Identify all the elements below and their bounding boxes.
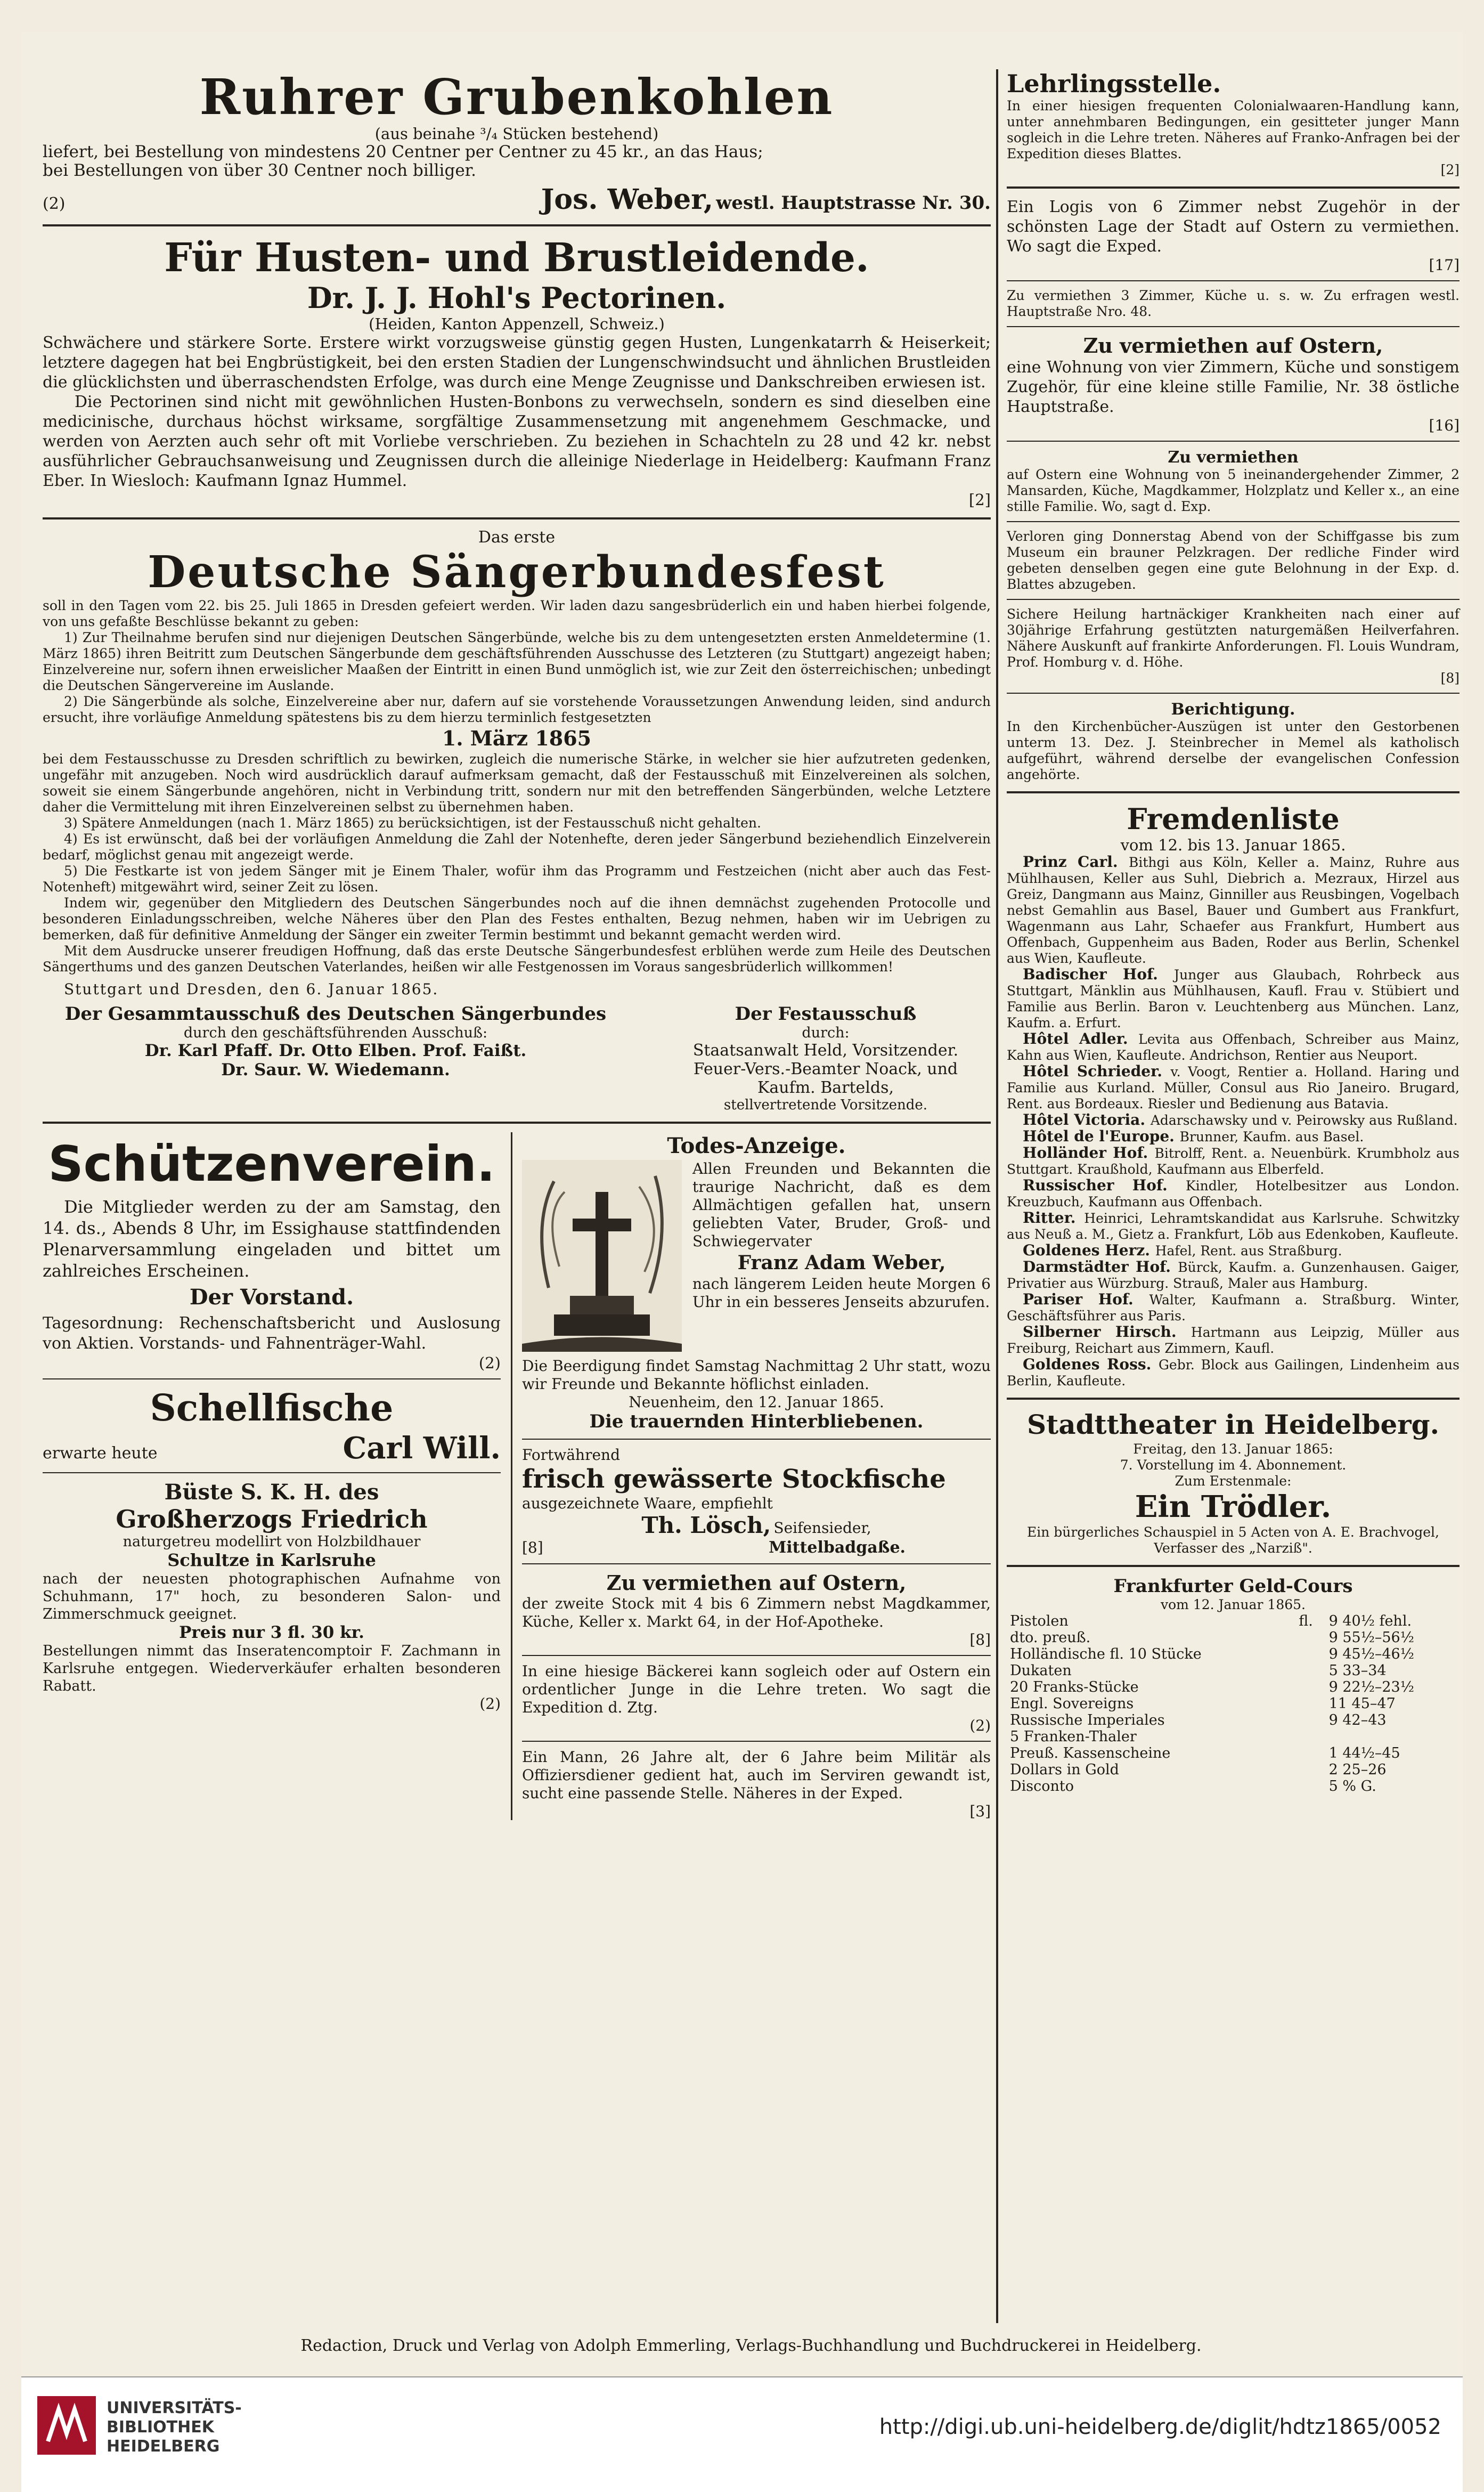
divider xyxy=(522,1655,991,1656)
fremdenliste-entry xyxy=(1007,1064,1459,1112)
ad-text: Ein Mann, 26 Jahre alt, der 6 Jahre beim Militär als Offiziersdiener gedient hat, auch im Serviren gewandt ist, sucht eine passende Stelle. Näheres in der Exped. xyxy=(522,1748,991,1802)
ad-signature: Der Vorstand. xyxy=(189,1285,354,1310)
ad-vermiethen-ostern xyxy=(1007,334,1459,434)
divider xyxy=(522,1741,991,1742)
lower-right-subcolumn xyxy=(522,1132,991,1820)
divider xyxy=(1007,280,1459,281)
ad-title: Für Husten- und Brustleidende. xyxy=(164,235,869,281)
fremdenliste-entry xyxy=(1007,1243,1459,1259)
currency-name: 20 Franks-Stücke xyxy=(1010,1679,1139,1695)
ad-text: Die Pectorinen sind nicht mit gewöhnlichen Husten-Bonbons zu verwechseln, sondern es sind dieselben eine medicinische, durchaus höchst wirksame, sorgfältige Zusammensetzung mit angenehmem Geschmacke, und werden von Aerzten auch sehr oft mit Vorliebe verschrieben. Zu beziehen in Schachteln zu 28 und 42 kr. nebst ausführlicher Gebrauchsanweisung und Zeugnissen durch die alleinige Niederlage in Heidelberg: Kaufmann Franz Eber. In Wiesloch: Kaufmann Ignaz Hummel. xyxy=(43,393,991,490)
currency-name: Russische Imperiales xyxy=(1010,1712,1165,1728)
university-library-logo-icon xyxy=(37,2396,96,2455)
signature-sub: durch den geschäftsführenden Ausschuß: xyxy=(183,1025,488,1041)
fremdenliste-entry xyxy=(1007,1112,1459,1129)
library-name-line: UNIVERSITÄTS- xyxy=(107,2399,242,2417)
hotel-name: Ritter. xyxy=(1023,1209,1085,1227)
hotel-name: Hôtel Schrieder. xyxy=(1023,1062,1171,1080)
currency-name: Pistolen xyxy=(1010,1613,1069,1629)
guest-list: Walter, Kaufmann a. Straßburg. Winter, Geschäftsführer aus Paris. xyxy=(1007,1292,1459,1324)
ad-number: [2] xyxy=(968,491,991,509)
cours-row xyxy=(1007,1662,1459,1679)
ad-bueste xyxy=(43,1480,501,1712)
cours-row xyxy=(1007,1778,1459,1795)
cours-row xyxy=(1007,1712,1459,1728)
ad-heilung xyxy=(1007,606,1459,686)
ad-text: bei Bestellungen von über 30 Centner noch billiger. xyxy=(43,161,476,180)
divider xyxy=(1007,1565,1459,1567)
hotel-name: Hôtel Victoria. xyxy=(1023,1111,1151,1129)
theater-title: Stadttheater in Heidelberg. xyxy=(1026,1409,1440,1440)
ad-title: Todes-Anzeige. xyxy=(667,1133,846,1158)
advertiser-address: westl. Hauptstrasse Nr. 30. xyxy=(716,192,991,214)
hotel-name: Hôtel de l'Europe. xyxy=(1023,1127,1180,1145)
hotel-name: Holländer Hof. xyxy=(1023,1144,1155,1162)
currency-unit xyxy=(1295,1662,1325,1679)
currency-value: 5 33–34 xyxy=(1328,1662,1387,1679)
library-name xyxy=(107,2399,242,2456)
ad-dateline: Stuttgart und Dresden, den 6. Januar 1865. xyxy=(64,980,439,998)
ad-text: erwarte heute xyxy=(43,1444,158,1463)
cours-row xyxy=(1007,1695,1459,1712)
ad-title: Ruhrer Grubenkohlen xyxy=(199,68,834,126)
ad-text: In einer hiesigen frequenten Colonialwaaren-Handlung kann, unter annehmbaren Bedingungen, ein gesitteter junger Mann sogleich in die Lehre treten. Näheres auf Franko-Anfragen bei der Expedition dieses Blattes. xyxy=(1007,98,1459,161)
fremdenliste-entry xyxy=(1007,1357,1459,1389)
ad-text: Mit dem Ausdrucke unserer freudigen Hoffnung, daß das erste Deutsche Sängerbundesfest erblühen werde zum Heile des Deutschen Sängerthums und des ganzen Deutschen Vaterlandes, heißen wir alle Festgenossen im Voraus sangesbrüderlich willkommen! xyxy=(43,943,991,975)
ad-text: 1) Zur Theilnahme berufen sind nur diejenigen Deutschen Sängerbünde, welche bis zu dem untengesetzten ersten Anmeldetermine (1. März 1865) ihren Beitritt zum Deutschen Sängerbunde dem geschäftsführenden Ausschusse des Letzteren (zu Stuttgart) angezeigt haben; Einzelvereine nur, sofern ihnen erweislicher Maaßen der Eintritt in einen Bund unmöglich ist, wie zur Zeit den österreichischen; unbedingt die Deutschen Sängervereine im Auslande. xyxy=(43,630,991,693)
library-name-line: BIBLIOTHEK xyxy=(107,2418,214,2437)
ad-todesanzeige xyxy=(522,1132,991,1432)
lower-left-subcolumn xyxy=(43,1132,501,1820)
cours-row xyxy=(1007,1629,1459,1646)
ad-text: nach längerem Leiden heute Morgen 6 Uhr in ein besseres Jenseits abzurufen. xyxy=(692,1275,991,1311)
source-url-link[interactable]: http://digi.ub.uni-heidelberg.de/diglit/hdtz1865/0052 xyxy=(879,2415,1441,2439)
footer-bar xyxy=(21,2376,1463,2492)
ad-vermiethen-1: Zu vermiethen 3 Zimmer, Küche u. s. w. Zu erfragen westl. Hauptstraße Nro. 48. xyxy=(1007,288,1459,319)
signature-names: Dr. Karl Pfaff. Dr. Otto Elben. Prof. Faißt. xyxy=(144,1041,527,1060)
currency-unit xyxy=(1295,1728,1325,1745)
ad-text: 3) Spätere Anmeldungen (nach 1. März 1865) zu berücksichtigen, ist der Festausschuß nicht gehalten. xyxy=(64,815,761,831)
ad-lehrlingsstelle xyxy=(1007,69,1459,178)
cours-row xyxy=(1007,1762,1459,1778)
currency-value xyxy=(1326,1728,1459,1745)
ad-vermiethen-2 xyxy=(1007,448,1459,515)
ad-place: (Heiden, Kanton Appenzell, Schweiz.) xyxy=(369,315,665,333)
hotel-name: Badischer Hof. xyxy=(1023,965,1175,983)
cours-date: vom 12. Januar 1865. xyxy=(1160,1597,1306,1612)
ad-signature: Die trauernden Hinterbliebenen. xyxy=(589,1411,924,1432)
fremdenliste-entry xyxy=(1007,1145,1459,1178)
advertiser-name: Carl Will. xyxy=(343,1431,501,1466)
currency-unit xyxy=(1295,1712,1325,1728)
currency-value: 9 55½–56½ xyxy=(1328,1629,1414,1646)
advertiser-name: Jos. Weber, xyxy=(541,183,713,216)
ad-text: bei dem Festausschusse zu Dresden schriftlich zu bewirken, zugleich die numerische Stärke, in welcher sie hier aufzutreten gedenken, ungefähr mit anzugeben. Noch wird ausdrücklich darauf aufmerksam gemacht, daß der Festausschuß mit Einzelvereinen als solchen, soweit sie einem Sängerbunde angehören, nicht in Verbindung tritt, sondern nur mit den betreffenden Sängerbünden, welche Letztere daher die Vermittelung mit ihren Einzelvereinen selbst zu übernehmen haben. xyxy=(43,751,991,815)
ad-title: Zu vermiethen xyxy=(1168,448,1299,467)
hotel-name: Silberner Hirsch. xyxy=(1023,1323,1191,1341)
ad-number: [8] xyxy=(1440,670,1459,686)
ad-text: Allen Freunden und Bekannten die traurige Nachricht, daß es dem Allmächtigen gefallen hat, unsern geliebten Vater, Bruder, Groß- und Schwiegervater xyxy=(692,1160,991,1250)
ad-subtitle: Dr. J. J. Hohl's Pectorinen. xyxy=(307,281,727,315)
library-name-line: HEIDELBERG xyxy=(107,2437,220,2456)
ad-number: [3] xyxy=(969,1803,991,1820)
ad-title: Schellfische xyxy=(150,1387,394,1430)
ad-text: In den Kirchenbücher-Auszügen ist unter den Gestorbenen unterm 13. Dez. J. Steinbrecher in Memel als katholisch aufgeführt, während derselbe der evangelischen Confession angehörte. xyxy=(1007,719,1459,782)
theater-play: Ein Trödler. xyxy=(1135,1489,1332,1524)
currency-name: Engl. Sovereigns xyxy=(1010,1695,1134,1712)
ad-text: naturgetreu modellirt von Holzbildhauer xyxy=(123,1533,421,1550)
currency-value: 2 25–26 xyxy=(1328,1762,1387,1778)
ad-text: In eine hiesige Bäckerei kann sogleich oder auf Ostern ein ordentlicher Junge in die Lehre treten. Wo sagt die Expedition d. Ztg. xyxy=(522,1662,991,1716)
ad-number: [8] xyxy=(969,1631,991,1649)
fremdenliste-entry xyxy=(1007,1292,1459,1324)
signature-names: stellvertretende Vorsitzende. xyxy=(723,1097,928,1113)
cours-row xyxy=(1007,1728,1459,1745)
fremdenliste-entry xyxy=(1007,1259,1459,1292)
currency-unit xyxy=(1295,1629,1325,1646)
guest-list: Bürck, Kaufm. a. Gunzenhausen. Gaiger, Privatier aus Würzburg. Strauß, Maler aus Hamburg. xyxy=(1007,1260,1459,1291)
currency-name: Dollars in Gold xyxy=(1010,1762,1119,1778)
divider xyxy=(1007,693,1459,694)
ad-pectorinen xyxy=(43,235,991,509)
fremdenliste-entry xyxy=(1007,1178,1459,1210)
ad-saengerbundesfest xyxy=(43,528,991,1113)
currency-unit xyxy=(1295,1695,1325,1712)
currency-unit xyxy=(1295,1778,1325,1795)
ad-stockfische xyxy=(522,1446,991,1557)
theater-subscription: 7. Vorstellung im 4. Abonnement. xyxy=(1120,1457,1347,1473)
currency-value: 11 45–47 xyxy=(1328,1695,1396,1712)
ad-number: (2) xyxy=(479,1695,501,1712)
ad-text: Ein Logis von 6 Zimmer nebst Zugehör in der schönsten Lage der Stadt auf Ostern zu vermiethen. Wo sagt die Exped. xyxy=(1007,198,1459,256)
currency-unit xyxy=(1295,1646,1325,1662)
currency-name: Dukaten xyxy=(1010,1662,1072,1679)
column-divider xyxy=(996,69,998,2323)
guest-list: v. Voogt, Rentier a. Holland. Haring und Familie aus Kurland. Müller, Consul aus Rio Janeiro. Brugard, Rent. aus Bordeaux. Riesler und Bedienung aus Batavia. xyxy=(1007,1064,1459,1111)
fremdenliste-entry xyxy=(1007,1129,1459,1145)
cours-row xyxy=(1007,1679,1459,1695)
currency-value: 9 45½–46½ xyxy=(1328,1646,1414,1662)
advertiser-address: Mittelbadgaße. xyxy=(769,1538,906,1557)
ad-text: nach der neuesten photographischen Aufnahme von Schuhmann, 17" hoch, zu besonderen Salon- und Zimmerschmuck geeignet. xyxy=(43,1571,501,1622)
deceased-name: Franz Adam Weber, xyxy=(737,1252,946,1274)
ad-number: [17] xyxy=(1429,256,1459,274)
ad-agenda: Tagesordnung: Rechenschaftsbericht und Auslosung von Aktien. Vorstands- und Fahnenträger-Wahl. xyxy=(43,1314,501,1353)
signature-names: Staatsanwalt Held, Vorsitzender. xyxy=(692,1041,959,1060)
ad-text: Schwächere und stärkere Sorte. Erstere wirkt vorzugsweise günstig gegen Husten, Lungenkatarrh & Heiserkeit; letztere dagegen hat bei Engbrüstigkeit, bei den ersten Stadien der Lungenschwindsucht und ähnlichen Brustleiden die glücklichsten und überraschendsten Erfolge, was durch eine Menge Zeugnisse und Dankschreiben erwiesen ist. xyxy=(43,334,991,392)
geld-cours xyxy=(1007,1576,1459,1795)
divider xyxy=(1007,791,1459,793)
ad-title: Schützenverein. xyxy=(48,1135,495,1192)
guest-list: Junger aus Glaubach, Rohrbeck aus Stuttgart, Mänklin aus Mühlhausen, Kaufl. Frau v. Stübiert und Familie aus Berlin. Baron v. Leuchtenberg aus München. Lanz, Kaufm. a. Erfurt. xyxy=(1007,967,1459,1030)
ad-text: Bestellungen nimmt das Inseratencomptoir F. Zachmann in Karlsruhe entgegen. Wiederverkäufer erhalten besonderen Rabatt. xyxy=(43,1643,501,1694)
ad-dateline: Neuenheim, den 12. Januar 1865. xyxy=(629,1393,884,1411)
cours-row xyxy=(1007,1745,1459,1762)
ad-number: [8] xyxy=(522,1539,543,1556)
theater-description: Ein bürgerliches Schauspiel in 5 Acten von A. E. Brachvogel, Verfasser des „Narziß". xyxy=(1027,1524,1439,1556)
ad-number: (2) xyxy=(969,1717,991,1734)
ad-title: Deutsche Sängerbundesfest xyxy=(148,547,886,598)
hotel-name: Russischer Hof. xyxy=(1023,1176,1186,1194)
subcolumn-divider xyxy=(511,1132,512,1820)
currency-name: 5 Franken-Thaler xyxy=(1010,1728,1137,1745)
fremdenliste-entry xyxy=(1007,1031,1459,1064)
fremdenliste-entry xyxy=(1007,1210,1459,1243)
ad-ruhrer-kohlen xyxy=(43,69,991,216)
ad-text: 4) Es ist erwünscht, daß bei der vorläufigen Anmeldung die Zahl der Notenhefte, deren jeder Sängerbund beziehendlich Einzelverein bedarf, möglichst genau mit angezeigt werde. xyxy=(43,831,991,863)
ad-pretitle: Fortwährend xyxy=(522,1446,620,1464)
divider xyxy=(43,1122,991,1124)
ad-logis xyxy=(1007,197,1459,274)
hotel-name: Hôtel Adler. xyxy=(1023,1030,1139,1048)
currency-unit xyxy=(1295,1762,1325,1778)
ad-mann xyxy=(522,1748,991,1820)
ad-text: auf Ostern eine Wohnung von 5 ineinandergehender Zimmer, 2 Mansarden, Küche, Magdkammer, Holzplatz und Keller x., an eine stille Familie. Wo, sagt d. Exp. xyxy=(1007,467,1459,514)
hotel-name: Prinz Carl. xyxy=(1023,853,1129,871)
currency-unit xyxy=(1295,1679,1325,1695)
ad-title: Zu vermiethen auf Ostern, xyxy=(1083,334,1383,358)
ad-number: [2] xyxy=(1440,162,1459,177)
ad-text: eine Wohnung von vier Zimmern, Küche und sonstigem Zugehör, für eine kleine stille Familie, Nr. 38 östliche Hauptstraße. xyxy=(1007,358,1459,416)
ad-text: ausgezeichnete Waare, empfiehlt xyxy=(522,1495,773,1512)
cours-title: Frankfurter Geld-Cours xyxy=(1113,1576,1353,1597)
ad-schellfische xyxy=(43,1386,501,1466)
ad-text: soll in den Tagen vom 22. bis 25. Juli 1865 in Dresden gefeiert werden. Wir laden dazu sangesbrüderlich ein und haben hierbei folgende, von uns gefaßte Beschlüsse bekannt zu geben: xyxy=(43,598,991,629)
signature-title: Der Festausschuß xyxy=(735,1003,917,1025)
guest-list: Bithgi aus Köln, Keller a. Mainz, Ruhre aus Mühlhausen, Keller aus Suhl, Diebrich a. Mezraux, Hirzel aus Greiz, Dangmann aus Mainz, Ginniller aus Reusbingen, Vogelbach nebst Gemahlin aus Basel, Bauer und Gumbert aus Frankfurt, Wagenmann aus Lahr, Schaefer aus Frankfurt, Humbert aus Offenbach, Guppenheim aus Baden, Roder aus Berlin, Schenkel aus Wien, Kaufleute. xyxy=(1007,855,1460,966)
divider xyxy=(1007,441,1459,442)
grave-cross-illustration xyxy=(522,1160,682,1352)
guest-list: Kindler, Hotelbesitzer aus London. Kreuzbuch, Kaufmann aus Offenbach. xyxy=(1007,1178,1460,1210)
ad-title: Lehrlingsstelle. xyxy=(1007,69,1221,98)
ad-text: 2) Die Sängerbünde als solche, Einzelvereine aber nur, dafern auf sie vorstehende Voraussetzungen Anwendung leiden, sind andurch ersucht, ihre vorläufige Anmeldung spätestens bis zu dem hierzu terminlich festgesetzten xyxy=(43,694,991,725)
imprint-line: Redaction, Druck und Verlag von Adolph Emmerling, Verlags-Buchhandlung und Buchdruckerei in Heidelberg. xyxy=(300,2336,1202,2355)
fremdenliste xyxy=(1007,802,1459,1389)
divider xyxy=(1007,1398,1459,1400)
cours-row xyxy=(1007,1613,1459,1629)
signature-title: Der Gesammtausschuß des Deutschen Sängerbundes xyxy=(64,1003,607,1025)
divider xyxy=(522,1439,991,1440)
ad-text: Die Mitglieder werden zu der am Samstag, den 14. ds., Abends 8 Uhr, im Essighause stattfindenden Plenarversammlung eingeladen und bittet um zahlreiches Erscheinen. xyxy=(43,1197,501,1281)
ad-text: Schultze in Karlsruhe xyxy=(167,1550,376,1570)
ad-number: (2) xyxy=(478,1354,501,1372)
ad-title: frisch gewässerte Stockfische xyxy=(522,1464,946,1494)
ad-title: Großherzogs Friedrich xyxy=(116,1505,428,1533)
hotel-name: Pariser Hof. xyxy=(1023,1290,1149,1308)
divider xyxy=(43,517,991,519)
ad-schuetzenverein xyxy=(43,1132,501,1372)
guest-list: Hafel, Rent. aus Straßburg. xyxy=(1155,1243,1342,1259)
theater-date: Freitag, den 13. Januar 1865: xyxy=(1133,1441,1333,1457)
left-column xyxy=(43,69,991,1820)
fremdenliste-title: Fremdenliste xyxy=(1127,802,1340,836)
ad-number: (2) xyxy=(43,194,66,213)
hotel-name: Goldenes Herz. xyxy=(1023,1241,1155,1259)
guest-list: Levita aus Offenbach, Schreiber aus Mainz, Kahn aus Wien, Kaufleute. Andrichson, Rentier aus Neuport. xyxy=(1007,1032,1459,1063)
hotel-name: Goldenes Ross. xyxy=(1023,1355,1159,1373)
ad-title: Berichtigung. xyxy=(1171,700,1295,719)
ad-text: Die Beerdigung findet Samstag Nachmittag 2 Uhr statt, wozu wir Freunde und Bekannte höflichst einladen. xyxy=(522,1357,991,1393)
currency-value: 5 % G. xyxy=(1328,1778,1376,1795)
ad-number: [16] xyxy=(1429,417,1459,434)
ad-text: liefert, bei Bestellung von mindestens 20 Centner per Centner zu 45 kr., an das Haus; xyxy=(43,142,763,161)
advertiser-name: Th. Lösch, xyxy=(641,1512,771,1538)
currency-name: Holländische fl. 10 Stücke xyxy=(1010,1646,1202,1662)
divider xyxy=(1007,186,1459,189)
ad-pretitle: Das erste xyxy=(478,528,556,547)
fremdenliste-entry xyxy=(1007,854,1459,967)
divider xyxy=(1007,326,1459,327)
guest-list: Heinrici, Lehramtskandidat aus Karlsruhe. Schwitzky aus Neuß a. M., Gietz a. Frankfurt, Löb aus Edenkoben, Kaufleute. xyxy=(1007,1211,1459,1242)
currency-value: 9 42–43 xyxy=(1328,1712,1387,1728)
divider xyxy=(522,1563,991,1564)
currency-value: 9 22½–23½ xyxy=(1328,1679,1414,1695)
currency-name: dto. preuß. xyxy=(1010,1629,1091,1646)
divider xyxy=(43,1472,501,1473)
currency-name: Preuß. Kassenscheine xyxy=(1010,1745,1171,1762)
divider xyxy=(43,1378,501,1379)
currency-value: 1 44½–45 xyxy=(1328,1745,1400,1762)
divider xyxy=(43,224,991,226)
ad-text: Indem wir, gegenüber den Mitgliedern des Deutschen Sängerbundes noch auf die ihnen demnächst zugehenden Protocolle und besonderen Einladungsschreiben, welche Näheres über den Plan des Festes enthalten, Bezug nehmen, haben wir im Uebrigen zu bemerken, daß für definitive Anmeldung der Sänger ein zweiter Termin bestimmt und bekannt gemacht werden wird. xyxy=(43,895,991,943)
signature-names: Dr. Saur. W. Wiedemann. xyxy=(221,1060,450,1079)
ad-vermiethen-ostern-markt xyxy=(522,1571,991,1649)
fremdenliste-date: vom 12. bis 13. Januar 1865. xyxy=(1120,836,1346,854)
right-column xyxy=(1007,69,1459,1795)
hotel-name: Darmstädter Hof. xyxy=(1023,1258,1178,1276)
currency-name: Disconto xyxy=(1010,1778,1074,1795)
fremdenliste-entry xyxy=(1007,1324,1459,1357)
ad-verloren: Verloren ging Donnerstag Abend von der Schiffgasse bis zum Museum ein brauner Pelzkragen. Der redliche Finder wird gebeten denselben gegen eine gute Belohnung in der Exp. d. Blattes abzugeben. xyxy=(1007,529,1459,592)
signature-names: Kaufm. Bartelds, xyxy=(757,1078,894,1097)
ad-text: der zweite Stock mit 4 bis 6 Zimmern nebst Magdkammer, Küche, Keller x. Markt 64, in der Hof-Apotheke. xyxy=(522,1595,991,1630)
divider xyxy=(1007,599,1459,600)
currency-unit: fl. xyxy=(1299,1613,1313,1629)
ad-date: 1. März 1865 xyxy=(442,726,592,750)
ad-price: Preis nur 3 fl. 30 kr. xyxy=(179,1623,364,1642)
advertiser-trade: Seifensieder, xyxy=(773,1519,871,1537)
divider xyxy=(1007,521,1459,522)
cours-table xyxy=(1007,1613,1459,1795)
fremdenliste-entry xyxy=(1007,967,1459,1031)
guest-list: Hartmann aus Leipzig, Müller aus Freiburg, Reichart aus Zimmern, Kaufl. xyxy=(1007,1325,1459,1356)
ad-baeckerei xyxy=(522,1662,991,1734)
fremdenliste-entries xyxy=(1007,854,1459,1389)
ad-title: Büste S. K. H. des xyxy=(164,1480,379,1505)
currency-unit xyxy=(1295,1745,1325,1762)
guest-list: Brunner, Kaufm. aus Basel. xyxy=(1179,1129,1364,1144)
ad-stadttheater xyxy=(1007,1408,1459,1556)
ad-berichtigung xyxy=(1007,700,1459,783)
ad-title: Zu vermiethen auf Ostern, xyxy=(606,1571,907,1595)
signature-sub: durch: xyxy=(802,1025,850,1041)
cours-row xyxy=(1007,1646,1459,1662)
guest-list: Gebr. Block aus Gailingen, Lindenheim aus Berlin, Kaufleute. xyxy=(1007,1357,1459,1389)
guest-list: Bitrolff, Rent. a. Neuenbürk. Krumbholz aus Stuttgart. Kraußhold, Kaufmann aus Elberfeld. xyxy=(1007,1146,1459,1177)
guest-list: Adarschawsky und v. Peirowsky aus Rußland. xyxy=(1150,1113,1458,1128)
ad-subtitle: (aus beinahe ³/₄ Stücken bestehend) xyxy=(374,125,659,143)
currency-value: 9 40½ fehl. xyxy=(1328,1613,1412,1629)
theater-note: Zum Erstenmale: xyxy=(1175,1473,1292,1489)
signature-names: Feuer-Vers.-Beamter Noack, und xyxy=(693,1060,958,1078)
ad-text: Sichere Heilung hartnäckiger Krankheiten nach einer auf 30jährige Erfahrung gestützten naturgemäßen Heilverfahren. Nähere Auskunft auf frankirte Anforderungen. Fl. Louis Wundram, Prof. Homburg v. d. Höhe. xyxy=(1007,606,1459,670)
ad-text: 5) Die Festkarte ist von jedem Sänger mit je Einem Thaler, wofür ihm das Programm und Festzeichen (nicht aber auch das Fest-Notenheft) mitgewährt wird, seiner Zeit zu lösen. xyxy=(43,863,991,895)
